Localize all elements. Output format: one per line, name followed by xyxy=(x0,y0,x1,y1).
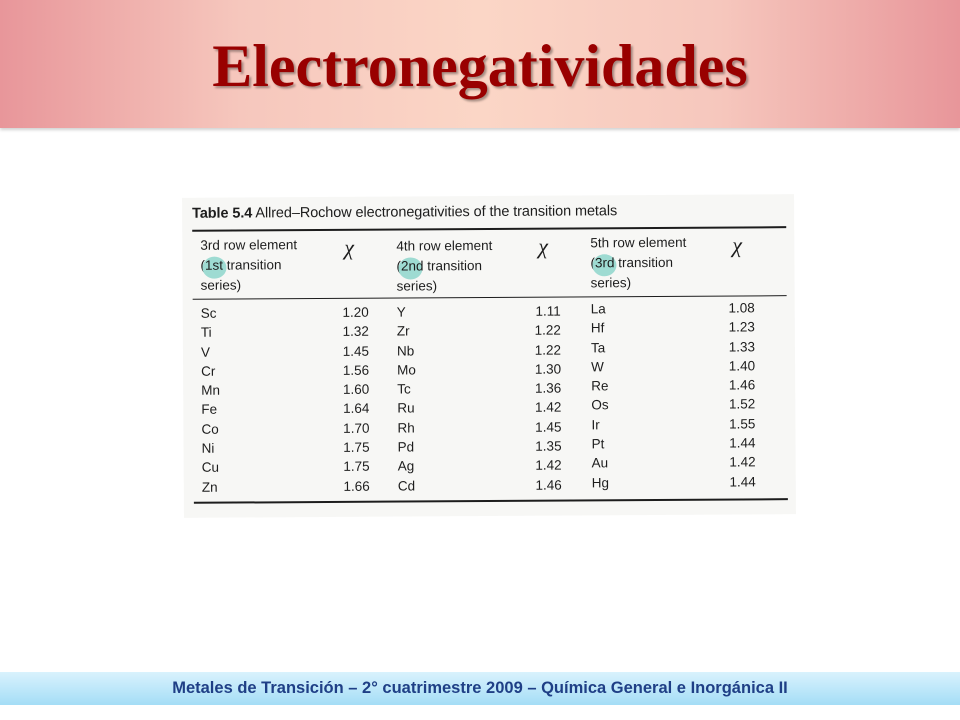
element-symbol: Rh xyxy=(397,420,415,436)
chi-value: 1.36 xyxy=(534,380,562,396)
chi-symbol-3: χ xyxy=(732,232,743,258)
chi-value: 1.52 xyxy=(728,396,756,413)
chi-value: 1.45 xyxy=(342,343,370,359)
chi-value: 1.60 xyxy=(342,381,370,398)
chi-value: 1.22 xyxy=(534,322,561,339)
table-caption xyxy=(192,203,617,222)
element-symbol: Au xyxy=(591,455,609,471)
element-symbol: La xyxy=(590,301,606,317)
chi-symbol-1: χ xyxy=(344,234,355,260)
series-2-elements xyxy=(397,302,417,495)
header-line2: (1st transition xyxy=(200,257,282,273)
element-symbol: Re xyxy=(591,378,609,394)
header-line2: (2nd transition xyxy=(396,258,483,274)
element-symbol: W xyxy=(591,359,604,375)
series-1-elements xyxy=(201,304,221,497)
header-line3: series) xyxy=(396,278,438,294)
chi-value: 1.64 xyxy=(342,401,370,417)
chi-value: 1.46 xyxy=(535,477,562,493)
chi-value: 1.11 xyxy=(535,303,561,319)
element-symbol: Tc xyxy=(397,381,411,397)
chi-value: 1.32 xyxy=(342,324,369,340)
chi-value: 1.56 xyxy=(342,362,370,378)
chi-value: 1.33 xyxy=(728,338,755,355)
series-3-elements xyxy=(591,299,609,492)
header-line3: series) xyxy=(590,275,632,291)
element-symbol: Ni xyxy=(201,440,215,456)
element-symbol: Ir xyxy=(591,417,600,433)
highlight-marker: 1st xyxy=(204,257,224,273)
header-3rd-row xyxy=(200,235,297,296)
chi-value: 1.46 xyxy=(728,377,756,393)
chi-value: 1.75 xyxy=(343,459,370,475)
highlight-marker: 3rd xyxy=(594,255,615,271)
element-symbol: Cr xyxy=(201,363,216,379)
chi-value: 1.22 xyxy=(534,342,562,358)
chi-value: 1.44 xyxy=(729,435,756,451)
table-caption-label: Table 5.4 xyxy=(192,205,253,222)
chi-value: 1.40 xyxy=(728,358,756,374)
highlight-marker: 2nd xyxy=(400,258,424,274)
element-symbol: Mn xyxy=(201,382,221,398)
element-symbol: Mo xyxy=(397,362,416,378)
element-symbol: Pt xyxy=(591,436,605,452)
element-symbol: Ta xyxy=(590,339,606,355)
element-symbol: Pd xyxy=(397,439,415,455)
element-symbol: Ru xyxy=(397,400,415,417)
element-symbol: Nb xyxy=(396,343,415,359)
element-symbol: Co xyxy=(201,421,219,437)
element-symbol: Sc xyxy=(200,305,217,321)
chi-value: 1.08 xyxy=(728,300,755,316)
chi-value: 1.66 xyxy=(343,478,370,494)
electronegativity-table-image xyxy=(182,194,796,518)
header-line2: (3rd transition xyxy=(590,254,674,271)
element-symbol: Ag xyxy=(397,458,415,474)
series-1-values xyxy=(329,303,370,496)
series-3-values xyxy=(715,298,756,491)
footer-text: Metales de Transición – 2° cuatrimestre 2009 – Química General e Inorgánica II xyxy=(172,679,788,697)
chi-value: 1.42 xyxy=(535,457,562,474)
table-bottom-rule xyxy=(194,498,788,504)
header-line1: 3rd row element xyxy=(200,237,298,253)
title-banner xyxy=(0,0,960,128)
element-symbol: Os xyxy=(591,397,609,413)
header-line1: 5th row element xyxy=(590,234,687,251)
chi-value: 1.75 xyxy=(343,439,370,455)
chi-symbol-2: χ xyxy=(538,233,549,259)
element-symbol: Y xyxy=(396,304,406,320)
element-symbol: V xyxy=(200,344,211,360)
header-4th-row xyxy=(396,236,492,297)
header-5th-row xyxy=(590,233,686,294)
chi-value: 1.42 xyxy=(534,400,562,416)
element-symbol: Fe xyxy=(201,402,218,418)
slide-title: Electronegatividades xyxy=(212,33,748,99)
chi-value: 1.42 xyxy=(729,454,756,470)
chi-value: 1.44 xyxy=(729,474,756,490)
chi-value: 1.20 xyxy=(342,304,369,320)
chi-value: 1.23 xyxy=(728,319,755,335)
chi-value: 1.35 xyxy=(535,438,562,454)
header-line1: 4th row element xyxy=(396,237,493,254)
table-top-rule xyxy=(192,226,786,232)
chi-value: 1.30 xyxy=(534,361,562,377)
chi-value: 1.45 xyxy=(535,419,562,435)
element-symbol: Zn xyxy=(201,479,218,495)
chi-value: 1.70 xyxy=(343,420,370,436)
header-line3: series) xyxy=(200,277,242,293)
element-symbol: Hg xyxy=(591,474,610,491)
table-caption-text: Allred–Rochow electronegativities of the transition metals xyxy=(255,203,618,222)
element-symbol: Cd xyxy=(397,478,416,494)
footer-bar xyxy=(0,672,960,705)
series-2-values xyxy=(521,302,562,495)
chi-value: 1.55 xyxy=(729,416,756,432)
element-symbol: Zr xyxy=(396,323,410,339)
element-symbol: Ti xyxy=(200,324,212,341)
element-symbol: Cu xyxy=(201,460,219,476)
element-symbol: Hf xyxy=(590,320,605,336)
